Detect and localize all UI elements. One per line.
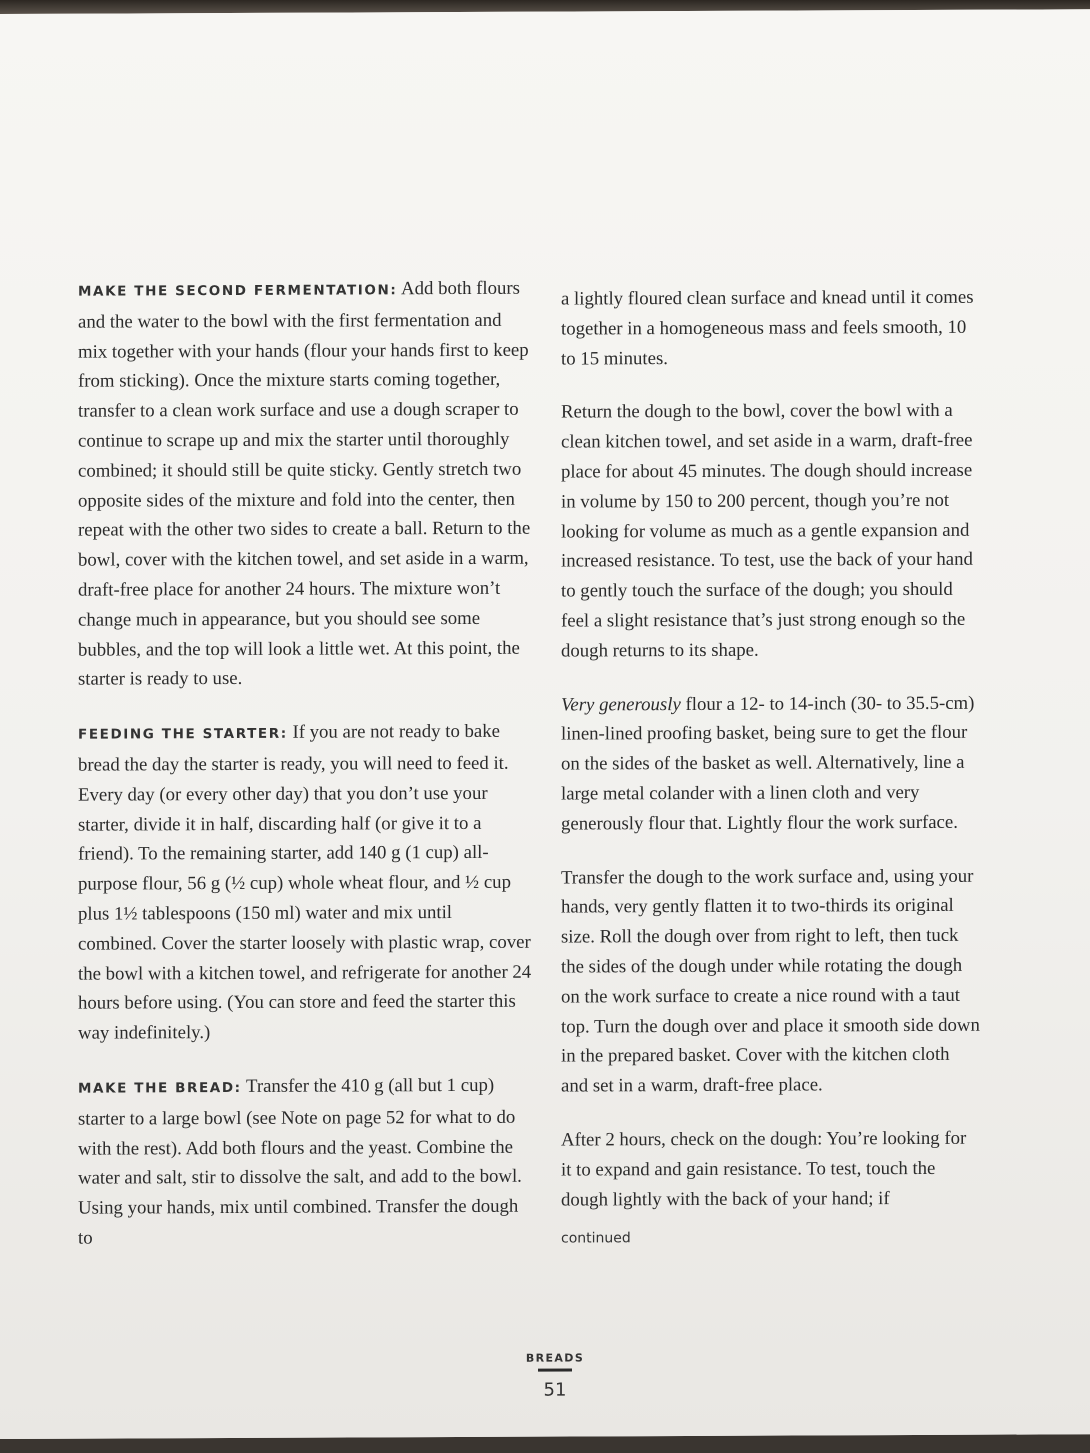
make-bread-heading: MAKE THE BREAD: <box>78 1079 242 1097</box>
book-page <box>0 9 1090 1439</box>
section-label: BREADS <box>525 1351 585 1365</box>
feeding-starter-heading: FEEDING THE STARTER: <box>78 725 288 743</box>
page-footer <box>510 1351 600 1400</box>
make-bread-paragraph <box>78 1071 533 1254</box>
make-bread-text: Transfer the 410 g (all but 1 cup) starter to a large bowl (see Note on page 52 for what to do with the rest). Add both flours and the yeast. Combine the water and salt, stir to dissolve the salt, and add to the bowl. Using your hands, mix until combined. Transfer the dough to <box>78 1074 522 1249</box>
proofing-basket-paragraph <box>561 688 981 839</box>
page-number: 51 <box>543 1379 567 1401</box>
knead-paragraph: a lightly floured clean surface and knead until it comes together in a homogeneous mass and feels smooth, 10 to 15 minutes. <box>561 286 974 370</box>
generously-emphasis: Very generously <box>561 693 681 716</box>
footer-rule <box>538 1369 572 1372</box>
rise-paragraph: Return the dough to the bowl, cover the bowl with a clean kitchen towel, and set aside in a warm, draft-free place for about 45 minutes. The dough should increase in volume by 150 to 200 percent, though you’re not looking for volume as much as a gentle expansion and increased resistance. To test, use the back of your hand to gently touch the surface of the dough; you should feel a slight resistance that’s just strong enough so the dough returns to its shape. <box>561 400 973 662</box>
feeding-starter-paragraph <box>78 717 533 1049</box>
check-dough-paragraph <box>561 1124 981 1255</box>
second-fermentation-paragraph <box>78 274 533 695</box>
second-fermentation-text: Add both flours and the water to the bowl with the first fermentation and mix together with your hands (flour your hands first to keep from sticking). Once the mixture starts coming together, transfer to a clean work surface and use a dough scraper to continue to scrape up and mix the starter until thoroughly combined; it should still be quite sticky. Gently stretch two opposite sides of the mixture and fold into the center, then repeat with the other two sides to create a ball. Return to the bowl, cover with the kitchen towel, and set aside in a warm, draft-free place for another 24 hours. The mixture won’t change much in appearance, but you should see some bubbles, and the top will look a little wet. At this point, the starter is ready to use. <box>78 277 531 691</box>
right-column <box>561 283 981 1279</box>
feeding-starter-text: If you are not ready to bake bread the day the starter is ready, you will need to feed it. Every day (or every other day) that you don’t use your starter, divide it in half, discarding half (or give it to a friend). To the remaining starter, add 140 g (1 cup) all-purpose flour, 56 g (½ cup) whole wheat flour, and ½ cup plus 1½ tablespoons (150 ml) water and mix until combined. Cover the starter loosely with plastic wrap, cover the bowl with a kitchen towel, and refrigerate for another 24 hours before using. (You can store and feed the starter this way indefinitely.) <box>78 720 532 1044</box>
check-dough-text: After 2 hours, check on the dough: You’re looking for it to expand and gain resistance. To test, touch the dough lightly with the back of your hand; if <box>561 1127 967 1211</box>
left-column <box>78 274 533 1278</box>
shaping-paragraph: Transfer the dough to the work surface and, using your hands, very gently flatten it to two-thirds its original size. Roll the dough over from right to left, then tuck the sides of the dough under while rotating the dough on the work surface to create a nice round with a taut top. Turn the dough over and place it smooth side down in the prepared basket. Cover with the kitchen cloth and set in a warm, draft-free place. <box>561 865 980 1097</box>
proofing-basket-text: flour a 12- to 14-inch (30- to 35.5-cm) linen-lined proofing basket, being sure to get the flour on the sides of the basket as well. Alternatively, line a large metal colander with a linen cloth and very generously flour that. Lightly flour the work surface. <box>561 692 975 835</box>
second-fermentation-heading: MAKE THE SECOND FERMENTATION: <box>78 282 398 300</box>
continued-label: continued <box>561 1230 631 1247</box>
